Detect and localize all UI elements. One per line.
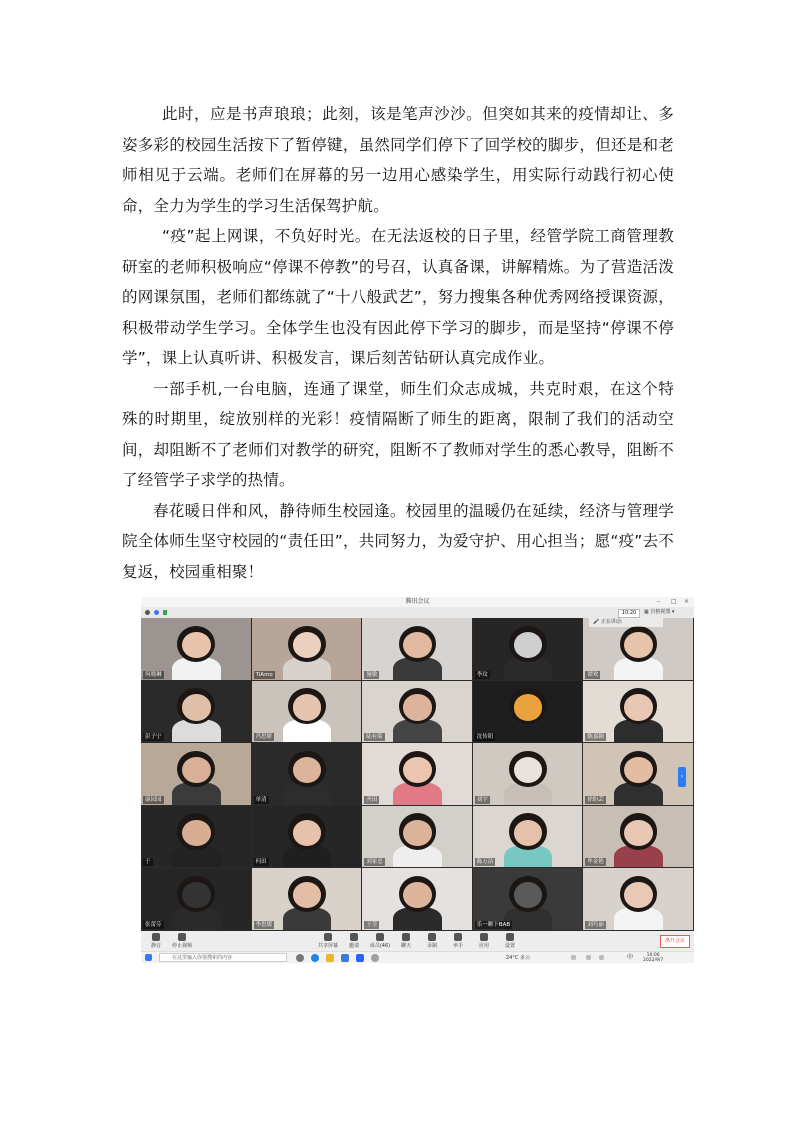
control-button[interactable] [473,932,495,949]
participant-tile[interactable] [583,743,693,805]
meeting-toolbar [141,607,694,618]
app-icon[interactable] [371,954,379,962]
control-label: 成员(46) [369,943,391,949]
participant-name: 何晓琳 [145,671,162,678]
store-icon[interactable] [341,954,349,962]
participant-name: 单清 [255,796,267,803]
control-button[interactable] [145,932,167,949]
participant-face [182,694,211,720]
control-icon [376,933,384,941]
participant-tile[interactable] [362,681,472,743]
participant-tile[interactable] [583,618,693,680]
speaking-indicator: 🎤 正在讲话: [589,618,663,627]
participant-face [624,820,653,846]
participant-name: 张蕾芬 [145,921,162,928]
participant-name: 乐一颗下BAB [476,921,511,928]
participant-tile[interactable] [252,743,362,805]
participant-face [293,632,322,658]
participant-tile[interactable] [473,806,583,868]
participant-face [514,694,543,720]
article-body [122,99,674,587]
participant-tile[interactable] [141,868,251,930]
next-page-arrow-icon[interactable]: › [678,767,686,787]
shield-icon[interactable] [154,610,159,615]
network-icon[interactable] [586,955,591,960]
participant-face [624,632,653,658]
control-label: 聊天 [400,943,411,949]
maximize-icon[interactable]: □ [671,598,677,605]
participant-name: 李思媛 [255,921,273,928]
control-button[interactable] [317,932,339,949]
participant-name: 彭子宁 [145,734,162,741]
control-label: 静音 [150,943,161,949]
taskbar-clock[interactable] [643,953,663,963]
windows-start-icon[interactable] [145,954,152,961]
control-label: 录制 [426,943,437,949]
control-label: 共享屏幕 [317,943,338,949]
participant-face [403,632,432,658]
participant-tile[interactable] [362,868,472,930]
participant-name: 牟金艳 [587,859,604,866]
close-icon[interactable]: × [684,598,690,605]
participant-tile[interactable] [252,618,362,680]
view-switch[interactable]: ▦ 宫格视图 ▾ [644,609,675,615]
participant-name: 谭欢 [587,671,599,678]
view-label: 宫格视图 [650,609,671,615]
control-button[interactable] [421,932,443,949]
meeting-titlebar [141,597,694,607]
control-label: 邀请 [348,943,359,949]
participant-name: 陈万洁 [476,859,494,866]
control-button[interactable] [447,932,469,949]
control-label: 停止视频 [171,943,192,949]
control-label: 举手 [452,943,463,949]
participant-face [293,820,322,846]
participant-name: 王莹 [366,921,378,928]
participant-tile[interactable] [583,681,693,743]
participant-name: 陈嘉颖 [587,734,604,741]
participant-tile[interactable] [252,681,362,743]
control-icon [324,933,332,941]
participant-face [624,694,653,720]
clock-time: 10:06 [646,953,660,958]
meeting-screenshot [141,597,694,963]
participant-face [182,757,211,783]
control-icon [350,933,358,941]
participant-tile[interactable] [473,743,583,805]
participant-name: 于 [145,859,151,866]
control-button[interactable] [369,932,391,949]
control-icon [454,933,462,941]
weather-widget[interactable]: 24°C 多云 [506,955,530,961]
windows-taskbar [141,951,694,963]
meeting-window-title: 腾讯会议 [405,598,430,605]
control-icon [402,933,410,941]
control-button[interactable] [395,932,417,949]
control-button[interactable] [343,932,365,949]
participant-face [403,694,432,720]
control-label: 设置 [504,943,515,949]
participant-tile[interactable] [583,868,693,930]
participant-tile[interactable] [141,806,251,868]
participant-name: 刘巧丽 [587,921,604,928]
participant-tile[interactable] [141,618,251,680]
signal-icon [163,610,167,615]
participant-name: 冯思娇 [255,734,273,741]
participant-name: 刘家忠 [366,859,383,866]
participant-tile[interactable] [473,618,583,680]
control-label: 应用 [478,943,489,949]
paragraph-1: 此时，应是书声琅琅；此刻，该是笔声沙沙。但突如其来的疫情却让、多姿多彩的校园生活按下了暂停键，虽然同学们停下了回学校的脚步，但还是和老师相见于云端。老师们在屏幕的另一边用心感染学生，用实际行动践行初心使命，全力为学生的学习生活保驾护航。 [122,105,674,215]
participant-tile[interactable] [473,681,583,743]
ime-indicator[interactable]: 中 [627,954,634,961]
participant-face [403,820,432,846]
participant-tile[interactable] [583,806,693,868]
participant-name: 刘宇 [476,796,488,803]
participant-name: 康园园 [145,796,162,803]
control-icon [428,933,436,941]
participant-name: 何田 [255,859,267,866]
leave-meeting-button[interactable]: 离开会议 [660,935,690,948]
clock-date: 2022/9/7 [643,958,664,963]
meeting-time: 10:20 [618,609,640,618]
participant-face [182,882,211,908]
minimize-icon[interactable]: – [657,598,660,605]
participant-tile[interactable] [362,618,472,680]
paragraph-4: 春花暖日伴和风，静待师生校园逢。校园里的温暖仍在延续，经济与管理学院全体师生坚守校园的“责任田”，共同努力，为爱守护、用心担当；愿“疫”去不复返，校园重相聚！ [122,501,674,581]
info-icon[interactable] [145,610,150,615]
participant-tile[interactable] [362,806,472,868]
edge-browser-icon[interactable] [311,954,319,962]
control-icon [480,933,488,941]
paragraph-3: 一部手机,一台电脑，连通了课堂，师生们众志成城，共克时艰，在这个特殊的时期里，绽放别样的光彩！疫情隔断了师生的距离，限制了我们的活动空间，却阻断不了老师们对教学的研究，阻断不了教师对学生的悉心教导，阻断不了经管学子求学的热情。 [122,379,674,489]
paragraph-2: “疫”起上网课，不负好时光。在无法返校的日子里，经管学院工商管理教研室的老师积极响应“停课不停教”的号召，认真备课，讲解精炼。为了营造活泼的网课氛围，老师们都练就了“十八般武艺”，努力搜集各种优秀网络授课资源，积极带动学生学习。全体学生也没有因此停下学习的脚步，而是坚持“停课不停学”，课上认真听讲、积极发言，课后刻苦钻研认真完成作业。 [122,227,674,367]
participant-tile[interactable] [141,743,251,805]
participant-name: 施敏 [366,671,378,678]
participant-name: 沈传阳 [476,734,494,741]
participant-tile[interactable] [252,806,362,868]
participant-tile[interactable] [473,868,583,930]
meeting-controls [141,931,694,951]
taskbar-search-input[interactable]: 在这里输入你要搜索的内容 [159,953,287,962]
participant-name: 陆有菊 [366,734,383,741]
task-view-icon[interactable] [296,954,304,962]
participant-tile[interactable] [141,681,251,743]
participant-name: 齐田 [366,796,378,803]
control-icon [506,933,514,941]
control-button[interactable] [499,932,521,949]
participant-face [182,632,211,658]
participant-tile[interactable] [362,743,472,805]
tray-icon[interactable] [571,955,576,960]
participant-face [293,694,322,720]
control-button[interactable] [171,932,193,949]
participant-face [182,820,211,846]
tencent-meeting-icon[interactable] [356,954,364,962]
video-grid [141,618,694,931]
speaking-label: 正在讲话: [600,619,623,625]
participant-face [403,757,432,783]
participant-name: TiAmo [255,671,273,678]
control-icon [178,933,186,941]
control-icon [152,933,160,941]
participant-name: 李玟 [476,671,488,678]
participant-face [514,820,543,846]
volume-icon[interactable] [599,955,604,960]
file-explorer-icon[interactable] [326,954,334,962]
participant-name: 徐盼芸 [587,796,604,803]
participant-tile[interactable] [252,868,362,930]
